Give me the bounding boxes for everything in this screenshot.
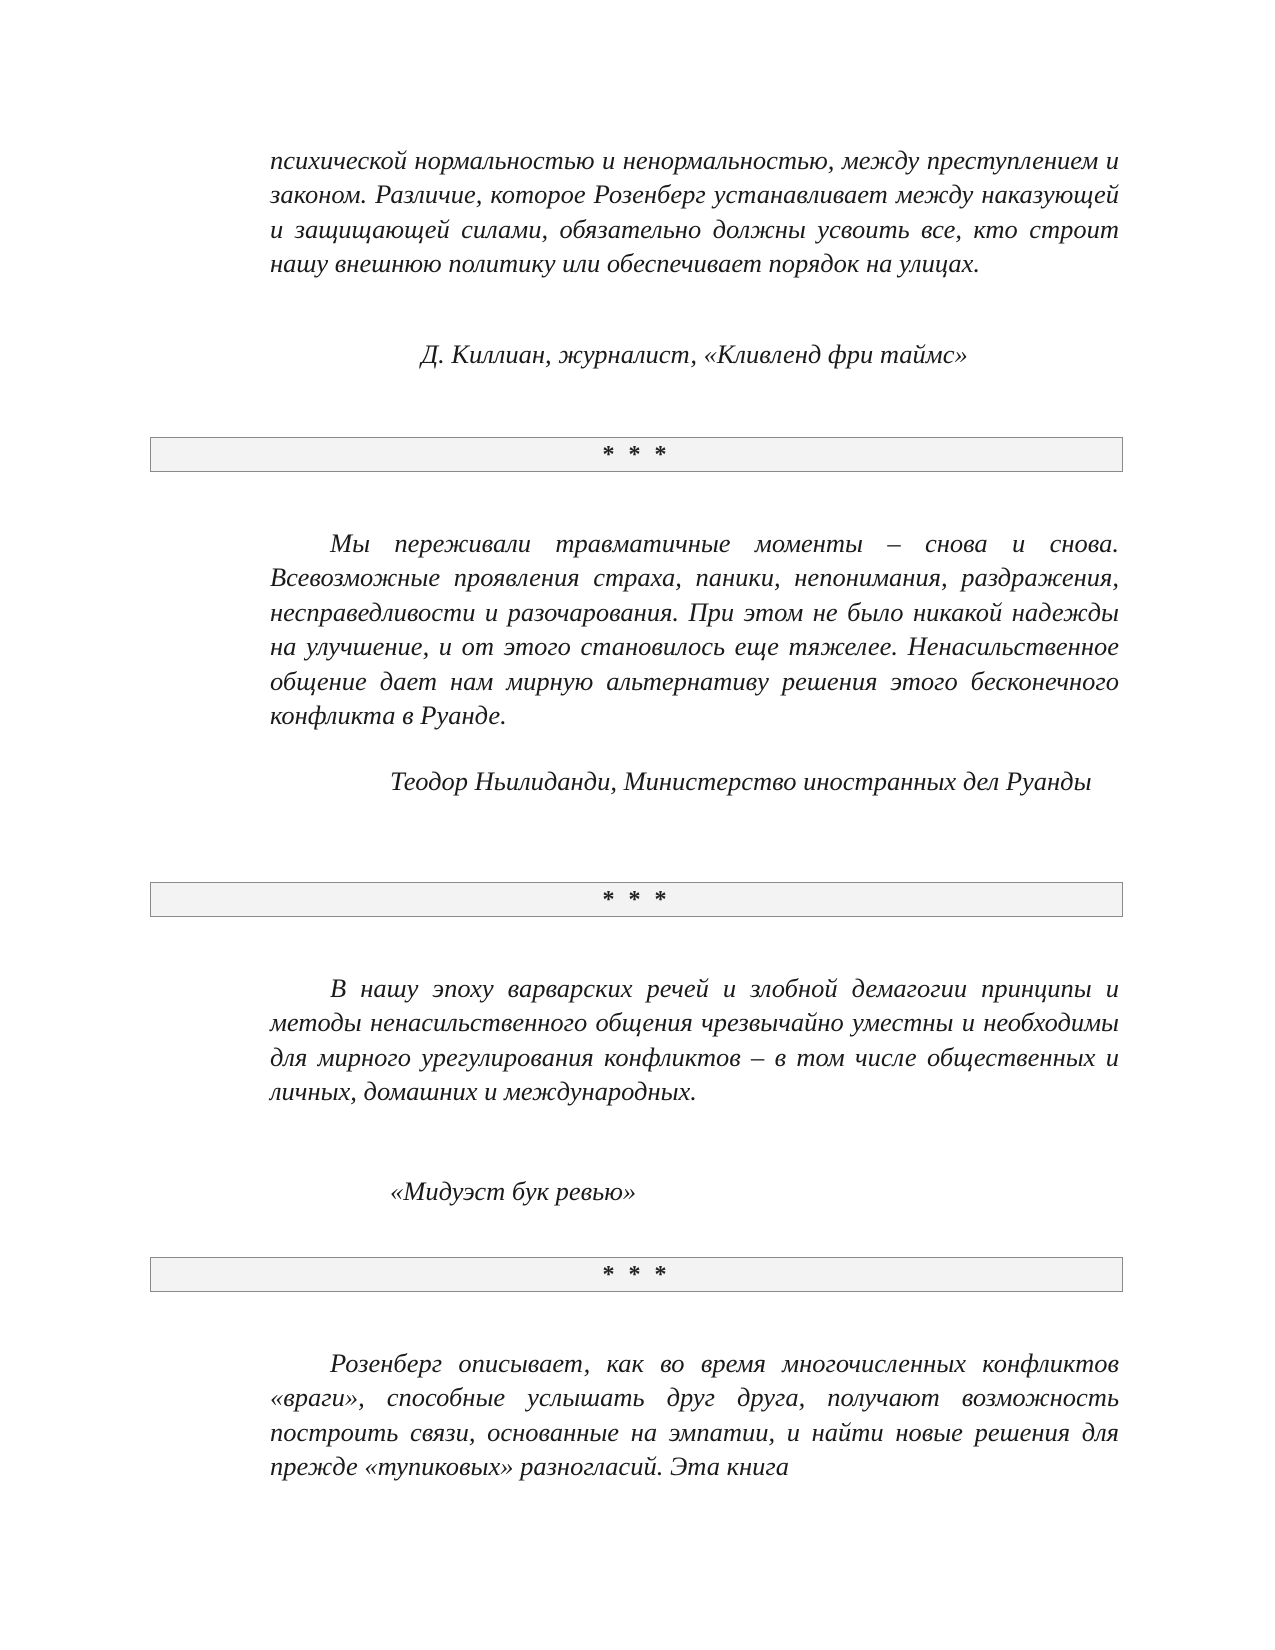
quote-paragraph: психической нормальностью и ненормальностью, между преступлением и законом. Различие, которое Розенберг устанавливает между наказующей и защищающей силами, обязательно должны усвоить все, кто строит нашу внешнюю политику или обеспечивает порядок на улицах. [270,145,1119,279]
quote-attribution: «Мидуэст бук ревью» [390,1176,637,1206]
quote-attribution: Д. Киллиан, журналист, «Кливленд фри таймс» [421,339,968,369]
section-separator: * * * [150,437,1123,472]
section-separator: * * * [150,1257,1123,1292]
quote-attribution: Теодор Ньилиданди, Министерство иностранных дел Руанды [390,766,1092,796]
quote-paragraph: Розенберг описывает, как во время многочисленных конфликтов «враги», способные услышать друг друга, получают возможность построить связи, основанные на эмпатии, и найти новые решения для прежде «тупиковых» разногласий. Эта книга [270,1348,1119,1482]
quote-paragraph: Мы переживали травматичные моменты – снова и снова. Всевозможные проявления страха, паники, непонимания, раздражения, несправедливости и разочарования. При этом не было никакой надежды на улучшение, и от этого становилось еще тяжелее. Ненасильственное общение дает нам мирную альтернативу решения этого бесконечного конфликта в Руанде. [270,528,1119,731]
quote-paragraph: В нашу эпоху варварских речей и злобной демагогии принципы и методы ненасильственного общения чрезвычайно уместны и необходимы для мирного урегулирования конфликтов – в том числе общественных и личных, домашних и международных. [270,973,1119,1107]
section-separator: * * * [150,882,1123,917]
